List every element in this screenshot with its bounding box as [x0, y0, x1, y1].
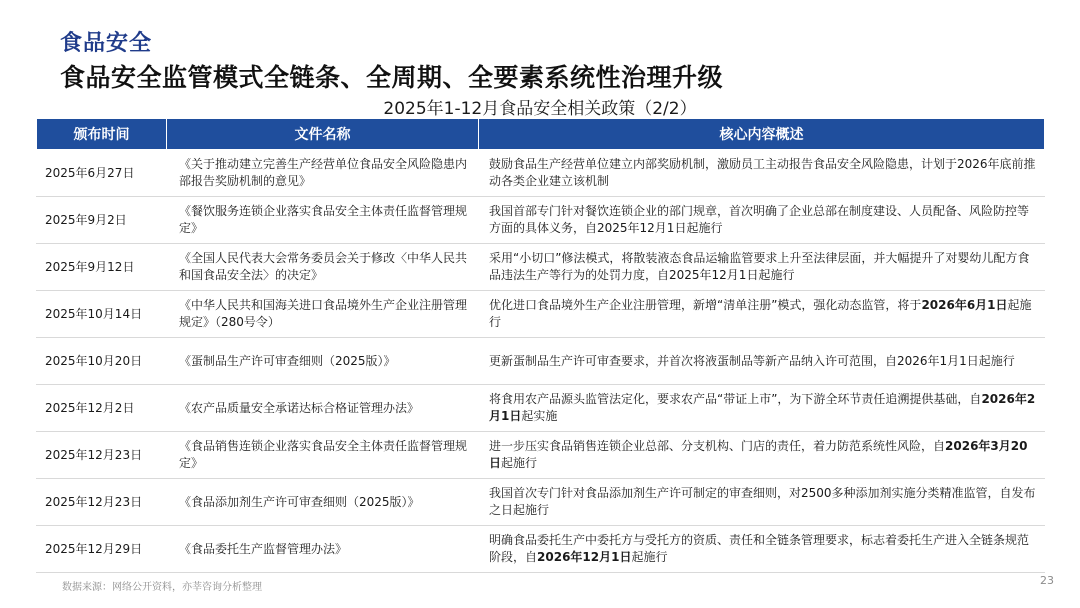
- cell-document: 《蛋制品生产许可审查细则（2025版）》: [167, 338, 479, 385]
- summary-text: 将食用农产品源头监管法定化，要求农产品“带证上市”，为下游全环节责任追溯提供基础，自: [489, 392, 982, 406]
- cell-document: 《关于推动建立完善生产经营单位食品安全风险隐患内部报告奖励机制的意见》: [167, 150, 479, 197]
- cell-document: 《农产品质量安全承诺达标合格证管理办法》: [167, 385, 479, 432]
- cell-date: 2025年12月23日: [37, 432, 167, 479]
- cell-summary: [479, 385, 1045, 432]
- table-row: [37, 479, 1045, 526]
- cell-date: 2025年6月27日: [37, 150, 167, 197]
- cell-document: 《中华人民共和国海关进口食品境外生产企业注册管理规定》（280号令）: [167, 291, 479, 338]
- category-label: 食品安全: [60, 31, 153, 56]
- cell-document: 《食品委托生产监督管理办法》: [167, 526, 479, 573]
- cell-summary: 我国首部专门针对餐饮连锁企业的部门规章，首次明确了企业总部在制度建设、人员配备、风险防控等方面的具体义务，自2025年12月1日起施行: [479, 197, 1045, 244]
- summary-text: 起施行: [631, 550, 668, 564]
- cell-date: 2025年12月2日: [37, 385, 167, 432]
- cell-document: 《食品销售连锁企业落实食品安全主体责任监督管理规定》: [167, 432, 479, 479]
- page-title: 食品安全监管模式全链条、全周期、全要素系统性治理升级: [60, 63, 724, 92]
- effective-date-highlight: 2026年12月1日: [537, 550, 632, 564]
- summary-text: 进一步压实食品销售连锁企业总部、分支机构、门店的责任，着力防范系统性风险，自: [489, 439, 946, 453]
- cell-summary: [479, 526, 1045, 573]
- cell-date: 2025年10月20日: [37, 338, 167, 385]
- table-row: [37, 432, 1045, 479]
- column-header-document: 文件名称: [167, 119, 479, 150]
- table-row: [37, 150, 1045, 197]
- effective-date-highlight: 2026年6月1日: [921, 298, 1008, 312]
- table-subtitle: 2025年1-12月食品安全相关政策（2/2）: [383, 99, 697, 119]
- table-row: [37, 385, 1045, 432]
- cell-summary: 更新蛋制品生产许可审查要求，并首次将液蛋制品等新产品纳入许可范围，自2026年1月1日起施行: [479, 338, 1045, 385]
- cell-document: 《餐饮服务连锁企业落实食品安全主体责任监督管理规定》: [167, 197, 479, 244]
- cell-summary: 鼓励食品生产经营单位建立内部奖励机制，激励员工主动报告食品安全风险隐患，计划于2026年底前推动各类企业建立该机制: [479, 150, 1045, 197]
- summary-text: 明确食品委托生产中委托方与受托方的资质、责任和全链条管理要求，标志着委托生产进入全链条规范阶段，自: [489, 533, 1030, 564]
- table-header-row: [37, 119, 1045, 150]
- column-header-summary: 核心内容概述: [479, 119, 1045, 150]
- cell-summary: [479, 432, 1045, 479]
- table-row: [37, 197, 1045, 244]
- summary-text: 起施行: [489, 298, 1032, 329]
- summary-text: 起施行: [501, 456, 538, 470]
- cell-summary: 我国首次专门针对食品添加剂生产许可制定的审查细则，对2500多种添加剂实施分类精准监管，自发布之日起施行: [479, 479, 1045, 526]
- cell-date: 2025年9月12日: [37, 244, 167, 291]
- table-row: [37, 244, 1045, 291]
- policy-table: [36, 118, 1045, 573]
- cell-document: 《全国人民代表大会常务委员会关于修改〈中华人民共和国食品安全法〉的决定》: [167, 244, 479, 291]
- cell-date: 2025年10月14日: [37, 291, 167, 338]
- data-source-note: 数据来源：网络公开资料，亦莘咨询分析整理: [62, 582, 262, 593]
- table-row: [37, 338, 1045, 385]
- cell-summary: 采用“小切口”修法模式，将散装液态食品运输监管要求上升至法律层面，并大幅提升了对婴幼儿配方食品违法生产等行为的处罚力度，自2025年12月1日起施行: [479, 244, 1045, 291]
- summary-text: 优化进口食品境外生产企业注册管理，新增“清单注册”模式，强化动态监管，将于: [489, 298, 922, 312]
- cell-date: 2025年12月29日: [37, 526, 167, 573]
- page-number: 23: [1040, 574, 1054, 587]
- cell-document: 《食品添加剂生产许可审查细则（2025版）》: [167, 479, 479, 526]
- table-row: [37, 526, 1045, 573]
- cell-date: 2025年12月23日: [37, 479, 167, 526]
- effective-date-highlight: 2026年2月1日: [489, 392, 1036, 423]
- table-row: [37, 291, 1045, 338]
- cell-date: 2025年9月2日: [37, 197, 167, 244]
- cell-summary: [479, 291, 1045, 338]
- effective-date-highlight: 2026年3月20日: [489, 439, 1028, 470]
- column-header-date: 颁布时间: [37, 119, 167, 150]
- summary-text: 起实施: [521, 409, 558, 423]
